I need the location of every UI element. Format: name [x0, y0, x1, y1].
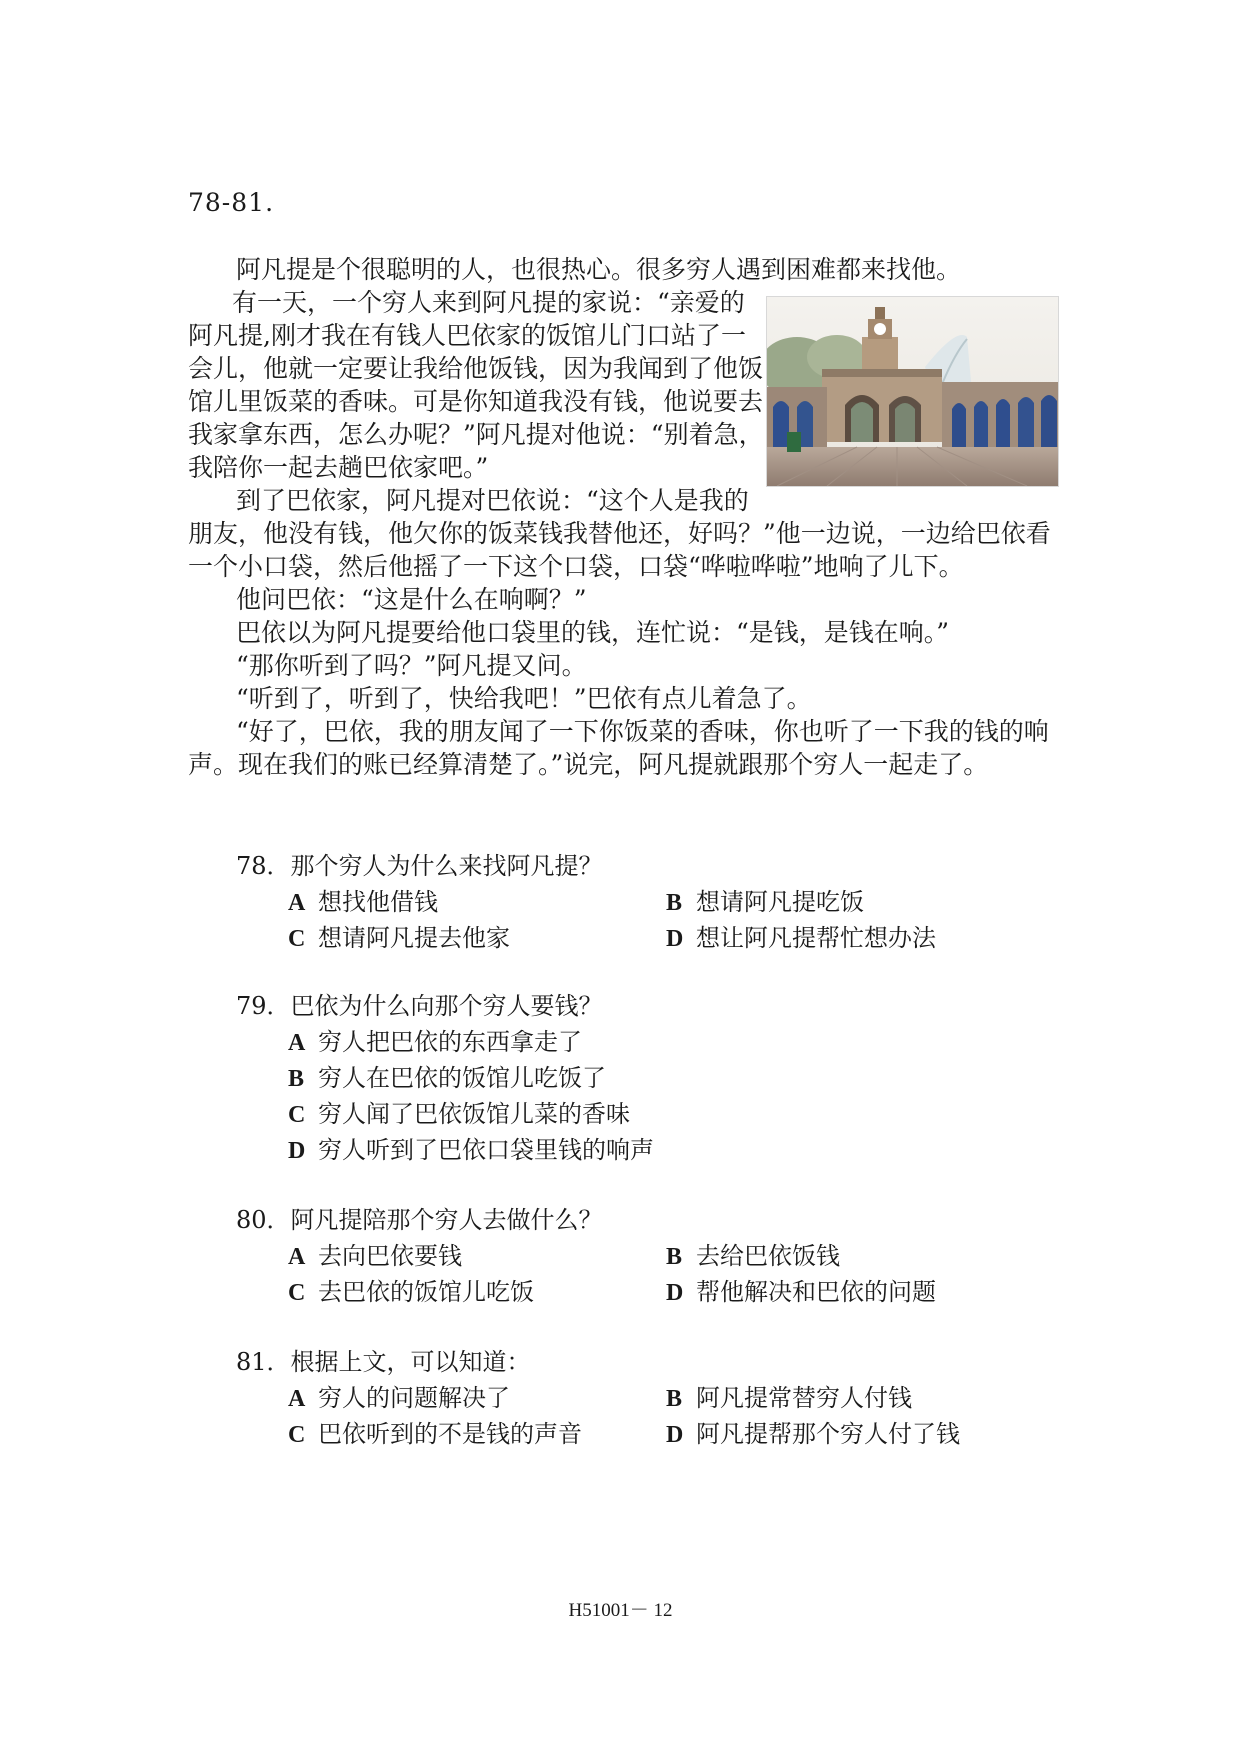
question-prompt: 80．阿凡提陪那个穷人去做什么？: [236, 1206, 603, 1234]
passage-line: 我陪你一起去趟巴依家吧。”: [188, 453, 489, 482]
passage-line: 有一天，一个穷人来到阿凡提的家说：“亲爱的: [232, 288, 745, 317]
passage-line: 他问巴依：“这是什么在响啊？”: [236, 585, 587, 614]
option-b[interactable]: B 想请阿凡提吃饭: [666, 888, 864, 916]
passage-line: “好了，巴依，我的朋友闻了一下你饭菜的香味，你也听了一下我的钱的响: [236, 717, 1049, 746]
option-d[interactable]: D 想让阿凡提帮忙想办法: [666, 924, 936, 952]
passage-line: 声。现在我们的账已经算清楚了。”说完，阿凡提就跟那个穷人一起走了。: [188, 750, 989, 779]
option-c[interactable]: C 想请阿凡提去他家: [288, 924, 510, 952]
option-d[interactable]: D 阿凡提帮那个穷人付了钱: [666, 1420, 960, 1448]
option-c[interactable]: C 穷人闻了巴依饭馆儿菜的香味: [288, 1100, 630, 1128]
question-prompt: 78．那个穷人为什么来找阿凡提？: [236, 852, 603, 880]
option-a[interactable]: A 想找他借钱: [288, 888, 438, 916]
option-c[interactable]: C 巴依听到的不是钱的声音: [288, 1420, 582, 1448]
passage-line: 会儿，他就一定要让我给他饭钱，因为我闻到了他饭: [188, 354, 764, 383]
passage-line: 到了巴依家，阿凡提对巴依说：“这个人是我的: [236, 486, 749, 515]
option-c[interactable]: C 去巴依的饭馆儿吃饭: [288, 1278, 534, 1306]
section-range: 78-81.: [188, 188, 275, 217]
passage-line: 巴依以为阿凡提要给他口袋里的钱，连忙说：“是钱，是钱在响。”: [236, 618, 950, 647]
passage-line: 馆儿里饭菜的香味。可是你知道我没有钱，他说要去: [188, 387, 764, 416]
passage-line: “听到了，听到了，快给我吧！”巴依有点儿着急了。: [236, 684, 812, 713]
option-d[interactable]: D 穷人听到了巴依口袋里钱的响声: [288, 1136, 654, 1164]
option-a[interactable]: A 穷人把巴依的东西拿走了: [288, 1028, 582, 1056]
passage-line: 阿凡提是个很聪明的人，也很热心。很多穷人遇到困难都来找他。: [236, 255, 962, 284]
courtyard-gate-illustration: [767, 297, 1058, 486]
question-prompt: 79．巴依为什么向那个穷人要钱？: [236, 992, 603, 1020]
option-b[interactable]: B 穷人在巴依的饭馆儿吃饭了: [288, 1064, 606, 1092]
page-footer: H51001－ 12: [568, 1600, 673, 1621]
option-b[interactable]: B 阿凡提常替穷人付钱: [666, 1384, 912, 1412]
illustration-photo: [766, 296, 1059, 487]
passage-line: 阿凡提,刚才我在有钱人巴依家的饭馆儿门口站了一: [188, 321, 746, 350]
option-a[interactable]: A 穷人的问题解决了: [288, 1384, 510, 1412]
passage-line: 我家拿东西，怎么办呢？”阿凡提对他说：“别着急，: [188, 420, 764, 449]
option-d[interactable]: D 帮他解决和巴依的问题: [666, 1278, 936, 1306]
passage-line: 朋友，他没有钱，他欠你的饭菜钱我替他还，好吗？”他一边说，一边给巴依看: [188, 519, 1051, 548]
option-a[interactable]: A 去向巴依要钱: [288, 1242, 462, 1270]
passage-line: 一个小口袋，然后他摇了一下这个口袋，口袋“哗啦哗啦”地响了儿下。: [188, 552, 964, 581]
passage-line: “那你听到了吗？”阿凡提又问。: [236, 651, 587, 680]
option-b[interactable]: B 去给巴依饭钱: [666, 1242, 840, 1270]
question-prompt: 81．根据上文，可以知道：: [236, 1348, 531, 1376]
